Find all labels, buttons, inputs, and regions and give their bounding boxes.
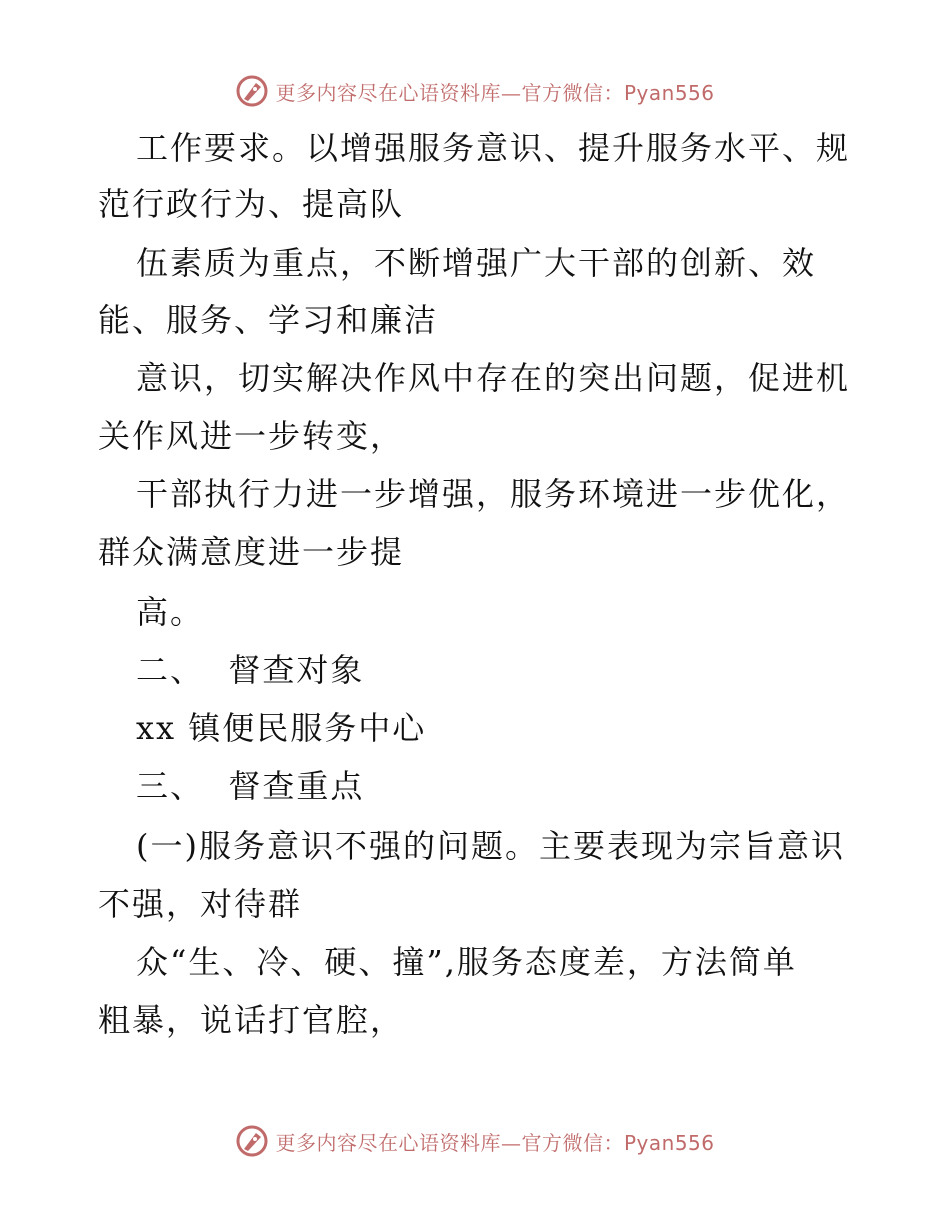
section-heading: 二、 督查对象 — [136, 651, 365, 689]
pen-nib-logo-icon — [235, 1124, 269, 1158]
watermark-text: 更多内容尽在心语资料库—官方微信：Pyan556 — [275, 80, 715, 105]
header-watermark — [0, 71, 950, 111]
paragraph-line: 不强，对待群 — [98, 885, 303, 923]
paragraph-line: xx 镇便民服务中心 — [136, 709, 427, 747]
paragraph-line: 高。 — [136, 593, 205, 631]
paragraph-line: 干部执行力进一步增强，服务环境进一步优化， — [136, 475, 851, 513]
paragraph-line: 范行政行为、提高队 — [98, 185, 405, 223]
footer-watermark — [0, 1121, 950, 1161]
paragraph-line: (一)服务意识不强的问题。主要表现为宗旨意识 — [136, 827, 845, 865]
paragraph-line: 能、服务、学习和廉洁 — [98, 301, 439, 339]
paragraph-line: 关作风进一步转变， — [98, 417, 405, 455]
paragraph-line: 意识，切实解决作风中存在的突出问题，促进机 — [136, 359, 851, 397]
watermark-text: 更多内容尽在心语资料库—官方微信：Pyan556 — [275, 1130, 715, 1155]
paragraph-line: 工作要求。以增强服务意识、提升服务水平、规 — [136, 129, 851, 167]
pen-nib-logo-icon — [235, 74, 269, 108]
paragraph-line: 众“生、冷、硬、撞”,服务态度差，方法简单 — [136, 943, 797, 981]
paragraph-line: 伍素质为重点，不断增强广大干部的创新、效 — [136, 244, 817, 282]
paragraph-line: 群众满意度进一步提 — [98, 533, 405, 571]
section-heading: 三、 督查重点 — [136, 767, 365, 805]
paragraph-line: 粗暴，说话打官腔， — [98, 1001, 405, 1039]
